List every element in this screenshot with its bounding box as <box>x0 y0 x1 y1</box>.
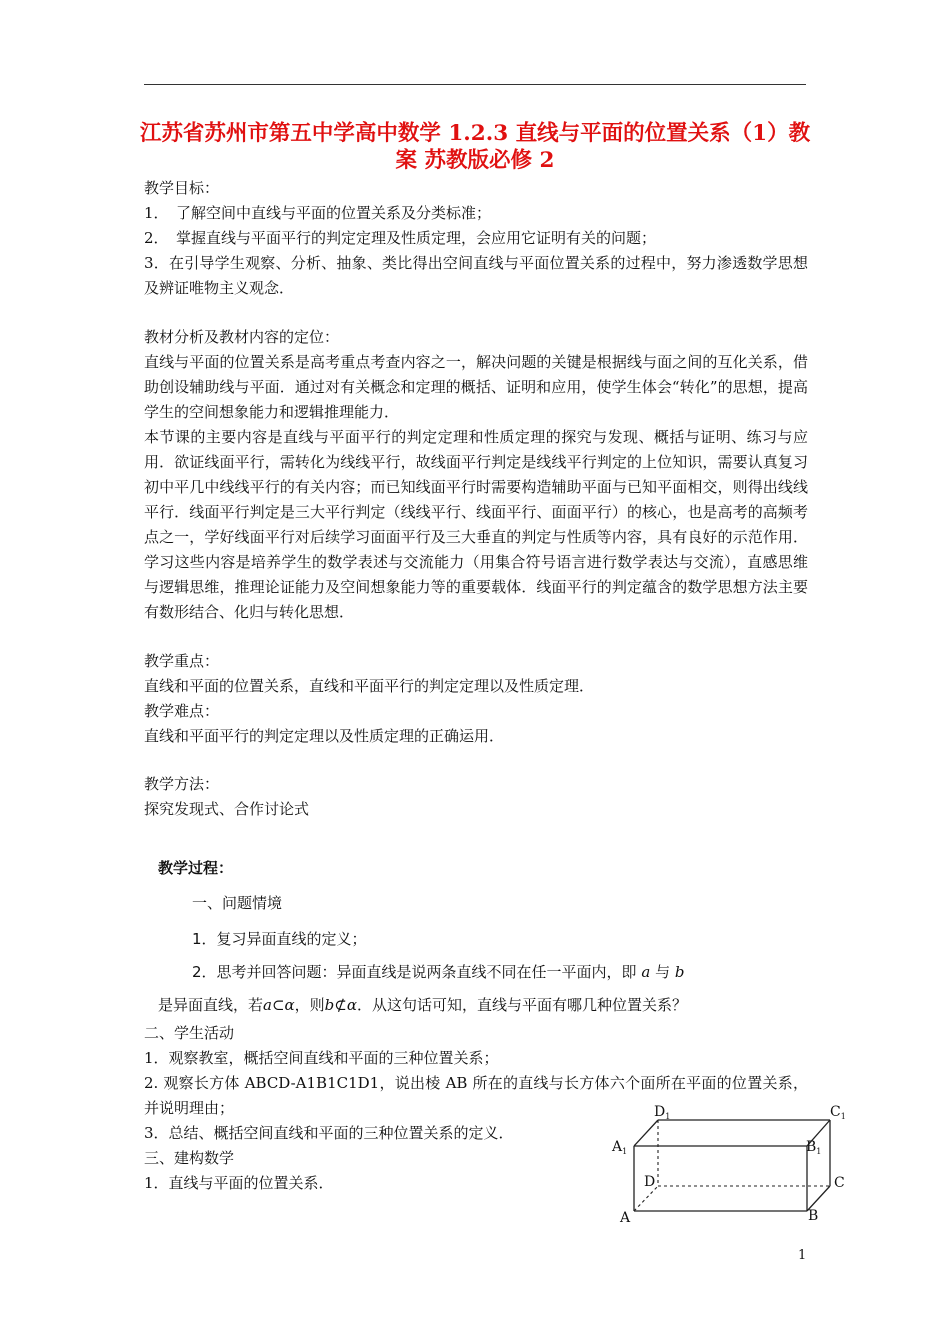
methods-heading: 教学方法： <box>144 775 220 793</box>
methods-text: 探究发现式、合作讨论式 <box>144 800 310 818</box>
difficulties-text: 直线和平面平行的判定定理以及性质定理的正确运用． <box>144 727 505 745</box>
objective-item: 2． 掌握直线与平面平行的判定定理及性质定理，会应用它证明有关的问题； <box>144 229 657 247</box>
process-item-2-line-2: 是异面直线，若a⊂α，则b⊄α．从这句话可知，直线与平面有哪几种位置关系？ <box>158 996 687 1014</box>
edge-A1D1 <box>634 1120 658 1146</box>
key-points-heading: 教学重点： <box>144 652 220 670</box>
page-number: 1 <box>798 1248 807 1263</box>
analysis-paragraph-2: 本节课的主要内容是直线与平面平行的判定定理和性质定理的探究与发现、概括与证明、练习与应用．欲证线面平行，需转化为线线平行，故线面平行判定是线线平行判定的上位知识，需要认真复习初中平几中线线平行的有关内容；而已知线面平行时需要构造辅助平面与已知平面相交，则得出线线平行．线面平行判定是三大平行判定（线线平行、线面平行、面面平行）的核心，也是高考的高频考点之一，学好线面平行对后续学习面面平行及三大垂直的判定与性质等内容，具有良好的示范作用．学习这些内容是培养学生的数学表述与交流能力（用集合符号语言进行数学表达与交流），直感思维与逻辑思维，推理论证能力及空间想象能力等的重要载体．线面平行的判定蕴含的数学思想方法主要有数形结合、化归与转化思想． <box>144 428 808 621</box>
objectives-section <box>144 176 808 301</box>
activity-item: 3．总结、概括空间直线和平面的三种位置关系的定义． <box>144 1124 514 1142</box>
label-D: D <box>644 1174 656 1190</box>
activity-item: 2. 观察长方体 ABCD-A1B1C1D1，说出棱 AB 所在的直线与长方体六个面所在平面的位置关系，并说明理由； <box>144 1074 808 1117</box>
label-A1: $A_1$ <box>612 1139 628 1156</box>
construct-item: 1．直线与平面的位置关系． <box>144 1174 334 1192</box>
objective-item: 3．在引导学生观察、分析、抽象、类比得出空间直线与平面位置关系的过程中，努力渗透数学思想及辨证唯物主义观念． <box>144 254 808 297</box>
process-item-1: 1．复习异面直线的定义； <box>192 930 367 948</box>
label-D1: $D_1$ <box>654 1104 671 1121</box>
key-points-text: 直线和平面的位置关系，直线和平面平行的判定定理以及性质定理． <box>144 677 595 695</box>
analysis-paragraph-1: 直线与平面的位置关系是高考重点考查内容之一，解决问题的关键是根据线与面之间的互化关系，借助创设辅助线与平面．通过对有关概念和定理的概括、证明和应用，使学生体会“转化”的思想，提高学生的空间想象能力和逻辑推理能力． <box>144 353 808 421</box>
key-points-section <box>144 649 808 749</box>
label-A: A <box>620 1210 631 1226</box>
header-rule <box>144 84 806 85</box>
analysis-section <box>144 325 808 625</box>
label-C: C <box>834 1175 845 1191</box>
analysis-heading: 教材分析及教材内容的定位： <box>144 328 340 346</box>
process-item-2-line-1: 2．思考并回答问题：异面直线是说两条直线不同在任一平面内，即 a 与 b <box>192 963 685 981</box>
methods-section <box>144 772 808 822</box>
process-section-1: 一、问题情境 <box>192 894 283 912</box>
objectives-heading: 教学目标： <box>144 179 220 197</box>
difficulties-heading: 教学难点： <box>144 702 220 720</box>
construct-heading: 三、建构数学 <box>144 1149 235 1167</box>
label-B: B <box>808 1208 819 1224</box>
label-B1: $B_1$ <box>806 1139 822 1156</box>
activity-heading: 二、学生活动 <box>144 1024 235 1042</box>
objective-item: 1． 了解空间中直线与平面的位置关系及分类标准； <box>144 204 492 222</box>
process-heading: 教学过程： <box>158 859 234 877</box>
cuboid-figure <box>600 1098 860 1228</box>
document-title: 江苏省苏州市第五中学高中数学 1.2.3 直线与平面的位置关系（1）教案 苏教版必修 2 <box>139 121 811 173</box>
activity-item: 1．观察教室，概括空间直线和平面的三种位置关系； <box>144 1049 499 1067</box>
label-C1: $C_1$ <box>830 1104 846 1121</box>
